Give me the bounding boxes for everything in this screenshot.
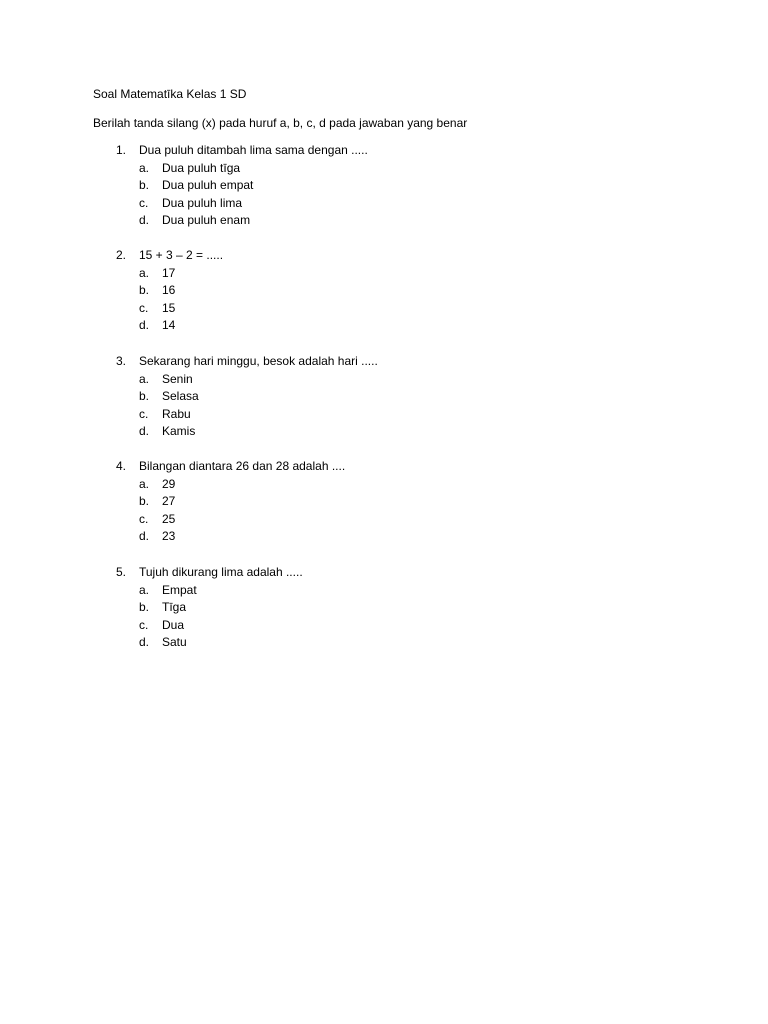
option-letter: d. xyxy=(139,318,150,333)
option-d xyxy=(0,212,768,230)
document-title: Soal Matematīka Kelas 1 SD xyxy=(93,87,247,101)
option-c xyxy=(0,195,768,213)
option-letter: c. xyxy=(139,511,149,526)
option-text: Senin xyxy=(162,371,193,386)
option-letter: b. xyxy=(139,600,150,615)
option-a xyxy=(0,265,768,283)
option-b xyxy=(0,599,768,617)
option-b xyxy=(0,282,768,300)
option-text: Dua puluh lima xyxy=(162,195,243,210)
option-text: 25 xyxy=(162,511,176,526)
option-c xyxy=(0,300,768,318)
option-letter: b. xyxy=(139,178,150,193)
option-d xyxy=(0,528,768,546)
option-text: Dua puluh tīga xyxy=(162,160,241,175)
question-line xyxy=(0,142,768,160)
option-b xyxy=(0,177,768,195)
option-text: 14 xyxy=(162,318,176,333)
question-line xyxy=(0,564,768,582)
option-text: 23 xyxy=(162,529,176,544)
question-number: 3. xyxy=(116,354,127,368)
option-d xyxy=(0,634,768,652)
question-text: Tujuh dikurang lima adalah ..... xyxy=(139,565,303,579)
question-2 xyxy=(0,247,768,335)
option-letter: c. xyxy=(139,406,149,421)
option-letter: c. xyxy=(139,617,149,632)
option-b xyxy=(0,493,768,511)
option-text: Kamis xyxy=(162,424,196,439)
question-number: 4. xyxy=(116,459,127,473)
question-number: 1. xyxy=(116,143,127,157)
question-line xyxy=(0,353,768,371)
option-text: Tīga xyxy=(162,600,187,615)
question-text: Bilangan diantara 26 dan 28 adalah .... xyxy=(139,459,346,473)
question-4 xyxy=(0,458,768,546)
option-letter: d. xyxy=(139,529,150,544)
option-letter: b. xyxy=(139,283,150,298)
option-text: Selasa xyxy=(162,389,199,404)
option-text: 16 xyxy=(162,283,176,298)
option-text: 27 xyxy=(162,494,176,509)
option-letter: c. xyxy=(139,300,149,315)
option-c xyxy=(0,406,768,424)
option-a xyxy=(0,160,768,178)
option-letter: d. xyxy=(139,424,150,439)
option-letter: a. xyxy=(139,160,150,175)
question-text: Dua puluh ditambah lima sama dengan ..... xyxy=(139,143,368,157)
option-d xyxy=(0,317,768,335)
option-a xyxy=(0,371,768,389)
option-text: Dua puluh enam xyxy=(162,213,251,228)
question-line xyxy=(0,458,768,476)
option-text: 15 xyxy=(162,300,176,315)
option-letter: d. xyxy=(139,213,150,228)
option-letter: a. xyxy=(139,476,150,491)
option-letter: a. xyxy=(139,371,150,386)
question-line xyxy=(0,247,768,265)
option-letter: c. xyxy=(139,195,149,210)
option-letter: d. xyxy=(139,635,150,650)
option-c xyxy=(0,617,768,635)
option-letter: a. xyxy=(139,582,150,597)
option-text: Empat xyxy=(162,582,197,597)
option-d xyxy=(0,423,768,441)
option-a xyxy=(0,582,768,600)
question-number: 2. xyxy=(116,248,127,262)
instruction-text: Berilah tanda silang (x) pada huruf a, b, c, d pada jawaban yang benar xyxy=(93,116,468,130)
question-text: Sekarang hari minggu, besok adalah hari ..... xyxy=(139,354,378,368)
option-letter: a. xyxy=(139,265,150,280)
question-1 xyxy=(0,142,768,230)
question-text: 15 + 3 – 2 = ..... xyxy=(139,248,224,262)
option-c xyxy=(0,511,768,529)
option-letter: b. xyxy=(139,494,150,509)
option-text: Dua xyxy=(162,617,185,632)
question-number: 5. xyxy=(116,565,127,579)
question-5 xyxy=(0,564,768,652)
question-3 xyxy=(0,353,768,441)
option-letter: b. xyxy=(139,389,150,404)
option-text: 29 xyxy=(162,476,176,491)
option-b xyxy=(0,388,768,406)
option-text: Rabu xyxy=(162,406,191,421)
option-text: Dua puluh empat xyxy=(162,178,254,193)
option-text: 17 xyxy=(162,265,176,280)
option-a xyxy=(0,476,768,494)
option-text: Satu xyxy=(162,635,187,650)
